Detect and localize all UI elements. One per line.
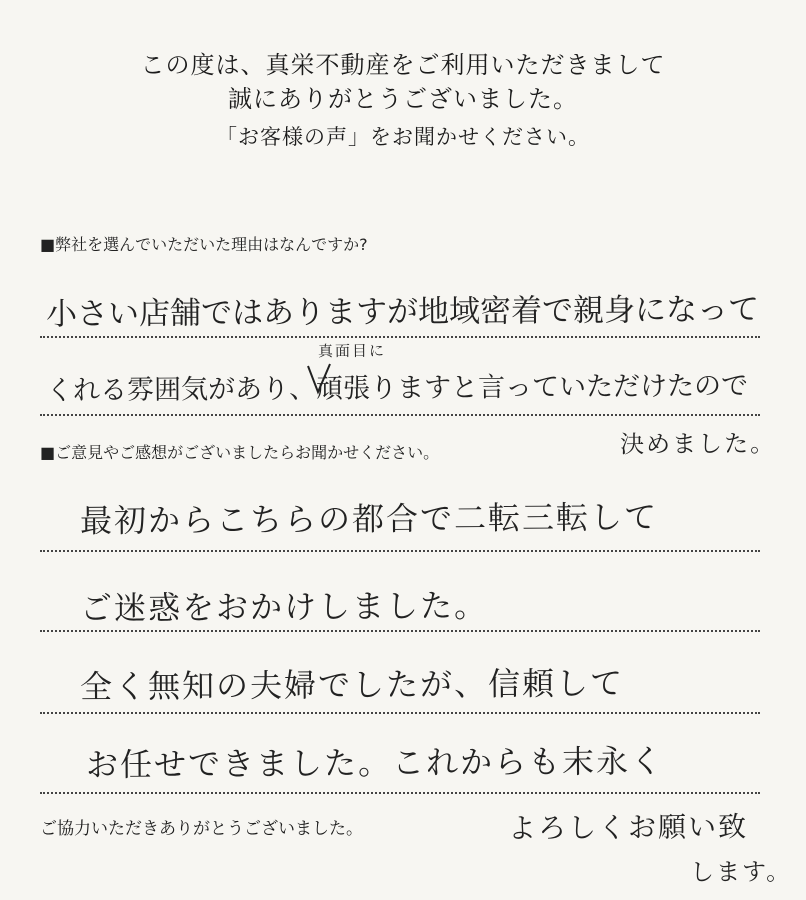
q2-answer-line-4: お任せできました。これからも末永く — [85, 741, 665, 785]
q2-answer-line-5: よろしくお願い致 — [507, 810, 749, 845]
q2-answer-line-6: します。 — [689, 857, 793, 887]
header-line-2: 誠にありがとうございました。 — [228, 85, 578, 113]
q1-rule-2 — [40, 414, 760, 416]
q2-answer-line-2: ご迷惑をおかけしました。 — [79, 586, 489, 628]
q1-insertion-note: 真面目に — [317, 341, 387, 361]
q1-answer-line-1: 小さい店舗ではありますが地域密着で親身になって — [45, 291, 760, 333]
question-2-label: ■ご意見やご感想がございましたらお聞かせください。 — [40, 443, 440, 462]
q1-rule-1 — [40, 336, 760, 338]
q2-answer-line-1: 最初からこちらの都合で二転三転して — [79, 497, 659, 541]
survey-header — [0, 48, 806, 154]
footer-thanks: ご協力いただきありがとうございました。 — [40, 819, 363, 839]
header-line-3: 「お客様の声」をお聞かせください。 — [216, 125, 590, 149]
q2-rule-3 — [40, 712, 760, 714]
question-1-label: ■弊社を選んでいただいた理由はなんですか? — [40, 235, 368, 254]
q2-rule-2 — [40, 630, 760, 632]
q2-rule-4 — [40, 792, 760, 794]
q2-answer-line-3: 全く無知の夫婦でしたが、信頼して — [79, 664, 625, 706]
q2-rule-1 — [40, 550, 760, 552]
q1-answer-line-3: 決めました。 — [619, 429, 777, 459]
header-line-1: この度は、真栄不動産をご利用いただきまして — [140, 51, 666, 79]
q1-answer-line-2: くれる雰囲気があり、頑張りますと言っていただけたので — [45, 370, 749, 407]
